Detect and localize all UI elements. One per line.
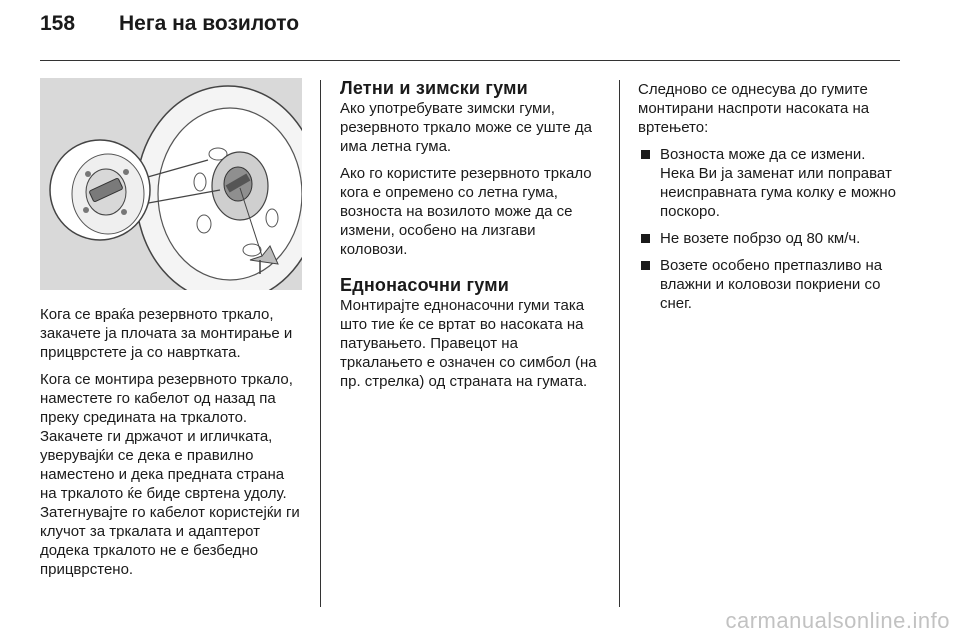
square-bullet-icon (641, 150, 650, 159)
section-heading: Еднонасочни гуми (340, 275, 509, 295)
spare-wheel-drawing (40, 78, 302, 290)
list-item-text: Не возете побрзо од 80 км/ч. (660, 230, 861, 247)
page-number: 158 (40, 12, 76, 35)
list-item-text: Возноста може да се измени. Нека Ви ја заменат или поправат неисправната гума колку е можно поскоро. (660, 146, 896, 220)
spare-wheel-illustration (40, 78, 302, 290)
paragraph: Ако употребувате зимски гуми, резервното тркало може се уште да има летна гума. (340, 100, 592, 155)
paragraph: Следново се однесува до гумите монтирани наспроти насоката на вртењето: (638, 81, 870, 136)
paragraph: Монтирајте еднонасочни гуми така што тие ќе се вртат во насоката на патувањето. Правецот на тркалањето е означен со симбол (на пр. стрелка) од страната на гумата. (340, 297, 597, 390)
list-item-text: Возете особено претпазливо на влажни и коловози покриени со снег. (660, 257, 883, 312)
list-item (638, 256, 903, 313)
paragraph: Кога се монтира резервното тркало, наместете го кабелот од назад па преку средината на тркалото. Закачете ги држачот и игличката, уверувајќи се дека е правилно наместено и дека предната страна на тркалото ќе биде свртена удолу. Затегнувајте го кабелот користејќи ги клучот за тркалата и адаптерот додека тркалото не е безбедно прицврстено. (40, 371, 300, 578)
bullet-list (638, 145, 903, 313)
square-bullet-icon (641, 234, 650, 243)
column-left (40, 305, 302, 587)
column-right (638, 80, 903, 321)
paragraph: Кога се враќа резервното тркало, закачете ја плочата за монтирање и прицврстете ја со навртката. (40, 306, 293, 361)
square-bullet-icon (641, 261, 650, 270)
header-divider (40, 60, 900, 61)
list-item (638, 145, 903, 221)
paragraph: Ако го користите резервното тркало кога е опремено со летна гума, возноста на возилото може да се измени, особено на лизгави коловози. (340, 165, 592, 258)
column-divider (320, 80, 321, 607)
section-heading: Летни и зимски гуми (340, 78, 528, 98)
column-middle (340, 78, 603, 399)
list-item (638, 229, 903, 248)
column-divider (619, 80, 620, 607)
page-title: Нега на возилото (119, 12, 300, 35)
watermark: carmanualsonline.info (725, 608, 950, 633)
